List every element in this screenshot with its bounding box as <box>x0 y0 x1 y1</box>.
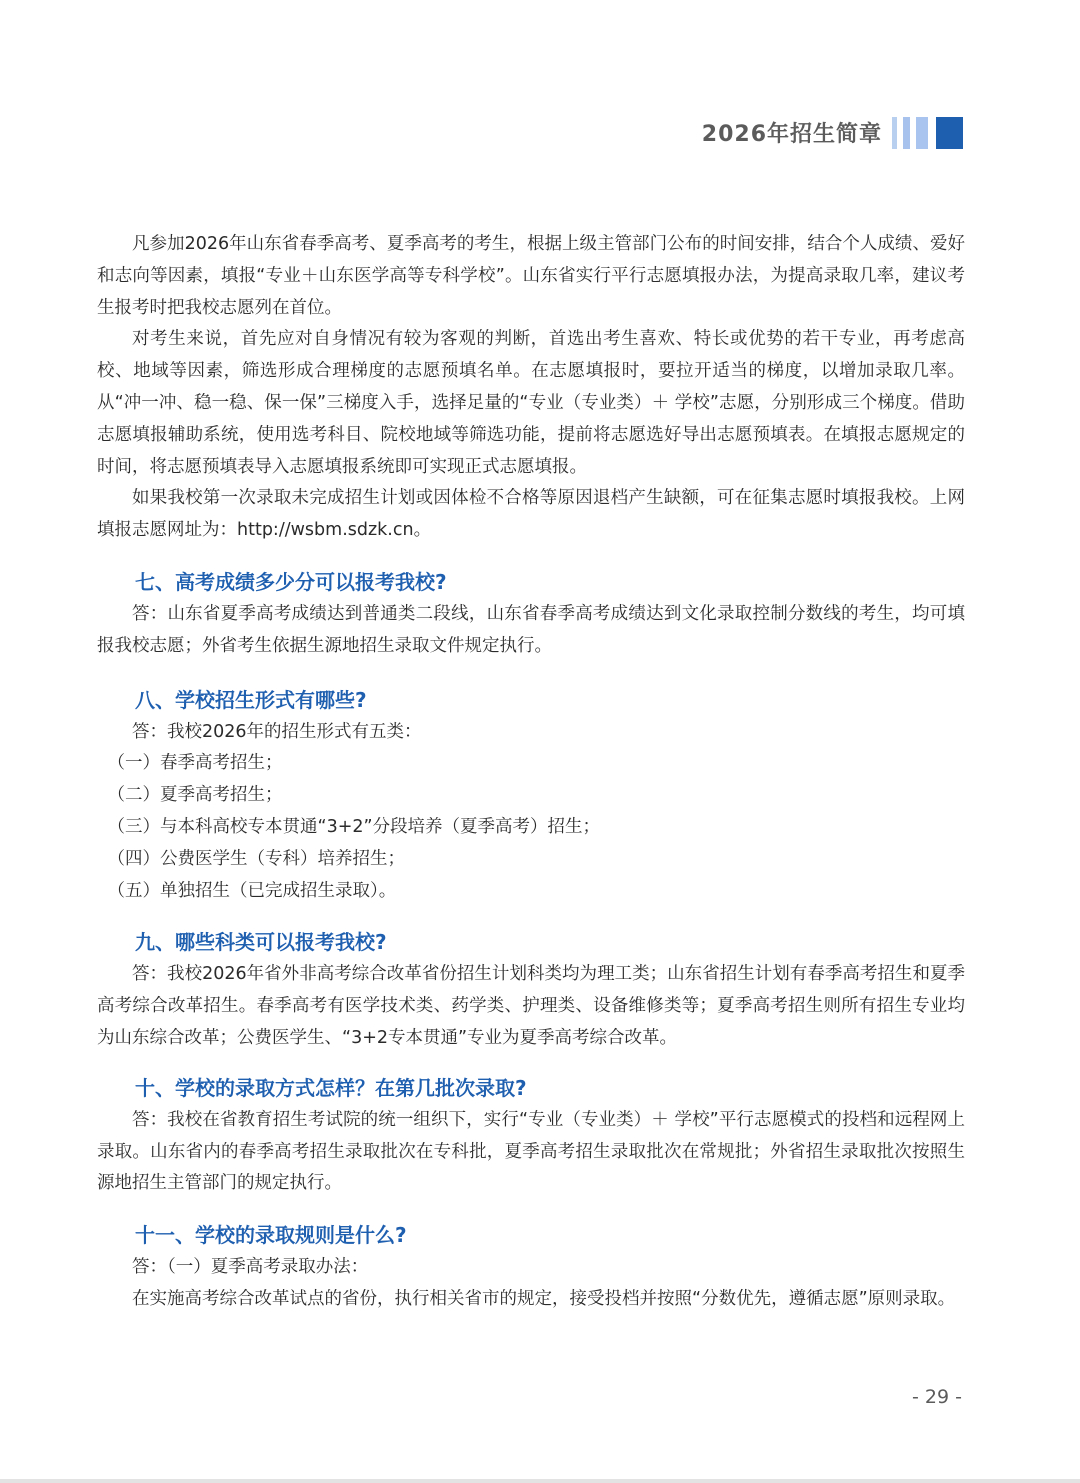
document-body <box>97 229 965 1316</box>
intro-paragraph-1: 凡参加2026年山东省春季高考、夏季高考的考生，根据上级主管部门公布的时间安排，结合个人成绩、爱好和志向等因素，填报“专业＋山东医学高等专科学校”。山东省实行平行志愿填报办法，为提高录取几率，建议考生报考时把我校志愿列在首位。 <box>97 234 965 318</box>
section-9-heading: 九、哪些科类可以报考我校? <box>135 930 387 955</box>
section-8-answer: 答：我校2026年的招生形式有五类： <box>132 721 422 742</box>
header-bar-2 <box>903 117 910 149</box>
section-11-body: 在实施高考综合改革试点的省份，执行相关省市的规定，接受投档并按照“分数优先，遵循志愿”原则录取。 <box>132 1288 956 1309</box>
section-10-heading: 十、学校的录取方式怎样？在第几批次录取? <box>135 1075 527 1100</box>
section-8-item: （三）与本科高校专本贯通“3+2”分段培养（夏季高考）招生； <box>107 816 601 837</box>
intro-paragraph-3: 如果我校第一次录取未完成招生计划或因体检不合格等原因退档产生缺额，可在征集志愿时填报我校。上网填报志愿网址为：http://wsbm.sdzk.cn。 <box>97 488 965 541</box>
section-10-answer: 答：我校在省教育招生考试院的统一组织下，实行“专业（专业类）＋ 学校”平行志愿模式的投档和远程网上录取。山东省内的春季高考招生录取批次在专科批，夏季高考招生录取批次在常规批；外省招生录取批次按照生源地招生主管部门的规定执行。 <box>97 1109 965 1194</box>
header-bar-4 <box>936 117 963 149</box>
page-number: - 29 - <box>912 1386 962 1408</box>
section-8-item: （五）单独招生（已完成招生录取）。 <box>107 880 397 901</box>
section-11-heading: 十一、学校的录取规则是什么? <box>135 1223 407 1248</box>
section-8-heading: 八、学校招生形式有哪些? <box>135 687 367 712</box>
intro-paragraph-2: 对考生来说，首先应对自身情况有较为客观的判断，首选出考生喜欢、特长或优势的若干专业，再考虑高校、地域等因素，筛选形成合理梯度的志愿预填名单。在志愿填报时，要拉开适当的梯度，以增加录取几率。从“冲一冲、稳一稳、保一保”三梯度入手，选择足量的“专业（专业类）＋ 学校”志愿，分别形成三个梯度。借助志愿填报辅助系统，使用选考科目、院校地域等筛选功能，提前将志愿选好导出志愿预填表。在填报志愿规定的时间，将志愿预填表导入志愿填报系统即可实现正式志愿填报。 <box>97 329 965 477</box>
section-11-answer: 答：（一）夏季高考录取办法： <box>132 1257 369 1278</box>
section-8-item: （一）春季高考招生； <box>107 753 283 774</box>
header-title: 2026年招生简章 <box>701 122 882 147</box>
section-7-heading: 七、高考成绩多少分可以报考我校? <box>135 569 447 594</box>
bottom-divider <box>0 1479 1080 1483</box>
section-8-item: （二）夏季高考招生； <box>107 785 283 806</box>
header-bar-1 <box>892 117 897 149</box>
section-7-answer: 答：山东省夏季高考成绩达到普通类二段线，山东省春季高考成绩达到文化录取控制分数线的考生，均可填报我校志愿；外省考生依据生源地招生录取文件规定执行。 <box>97 603 965 656</box>
section-9-answer: 答：我校2026年省外非高考综合改革省份招生计划科类均为理工类；山东省招生计划有春季高考招生和夏季高考综合改革招生。春季高考有医学技术类、药学类、护理类、设备维修类等；夏季高考招生则所有招生专业均为山东综合改革；公费医学生、“3+2专本贯通”专业为夏季高考综合改革。 <box>97 964 965 1048</box>
header-bar-3 <box>916 117 928 149</box>
section-8-item: （四）公费医学生（专科）培养招生； <box>107 848 405 869</box>
